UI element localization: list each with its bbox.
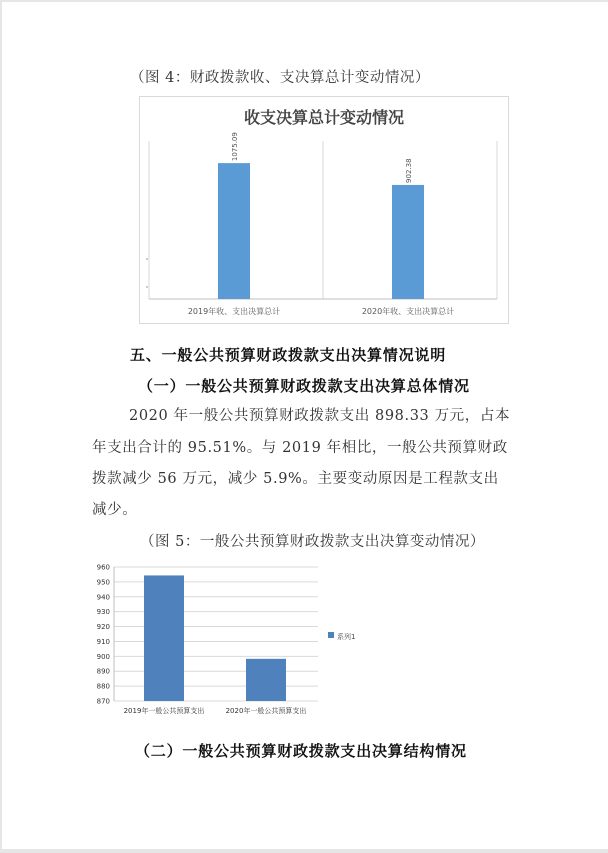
legend-label: 系列1	[337, 633, 356, 641]
chart2-bar	[246, 659, 286, 701]
chart2-y-tick-label: 880	[96, 682, 110, 691]
chart2-y-tick-label: 900	[96, 652, 110, 661]
chart1-title: 收支决算总计变动情况	[243, 108, 405, 127]
chart2-category-label: 2019年一般公共预算支出	[123, 707, 205, 715]
chart2-bar	[144, 575, 184, 701]
figure4-caption: （图 4：财政拨款收、支决算总计变动情况）	[130, 70, 430, 86]
section5-paragraph-line: 年支出合计的 95.51%。与 2019 年相比，一般公共预算财政	[92, 440, 508, 456]
section5-heading: 五、一般公共预算财政拨款支出决算情况说明	[130, 346, 447, 364]
section5-paragraph-line: 2020 年一般公共预算财政拨款支出 898.33 万元，占本	[129, 408, 511, 424]
section5-sub1: （一）一般公共预算财政拨款支出决算总体情况	[138, 377, 470, 395]
figure5-caption: （图 5：一般公共预算财政拨款支出决算变动情况）	[140, 534, 485, 550]
chart2-y-tick-label: 870	[96, 697, 110, 706]
page-top-edge	[0, 0, 608, 2]
chart1-data-label: 1075.09	[231, 132, 239, 162]
section5-sub2: （二）一般公共预算财政拨款支出决算结构情况	[135, 742, 467, 760]
chart2-y-tick-label: 920	[96, 623, 110, 632]
section5-paragraph-line: 减少。	[92, 502, 138, 518]
chart2-y-tick-label: 930	[96, 608, 110, 617]
figure5-legend	[328, 628, 388, 644]
chart1-bar	[218, 163, 250, 299]
chart2-y-tick-label: 940	[96, 593, 110, 602]
chart1-data-label: 902.38	[405, 158, 413, 183]
figure4-chart	[139, 96, 509, 324]
chart2-y-tick-label: 960	[96, 563, 110, 572]
chart1-frame	[140, 97, 509, 324]
chart1-bar	[392, 185, 424, 299]
page-left-edge	[0, 0, 2, 853]
chart2-y-tick-label: 890	[96, 667, 110, 676]
chart2-category-label: 2020年一般公共预算支出	[225, 707, 307, 715]
chart1-category-label: 2020年收、支出决算总计	[361, 307, 455, 316]
chart2-y-tick-label: 910	[96, 637, 110, 646]
page-bottom-edge	[0, 849, 608, 853]
chart2-y-tick-label: 950	[96, 578, 110, 587]
legend-swatch	[328, 632, 334, 638]
chart1-category-label: 2019年收、支出决算总计	[187, 307, 281, 316]
section5-paragraph-line: 拨款减少 56 万元，减少 5.9%。主要变动原因是工程款支出	[92, 471, 499, 487]
